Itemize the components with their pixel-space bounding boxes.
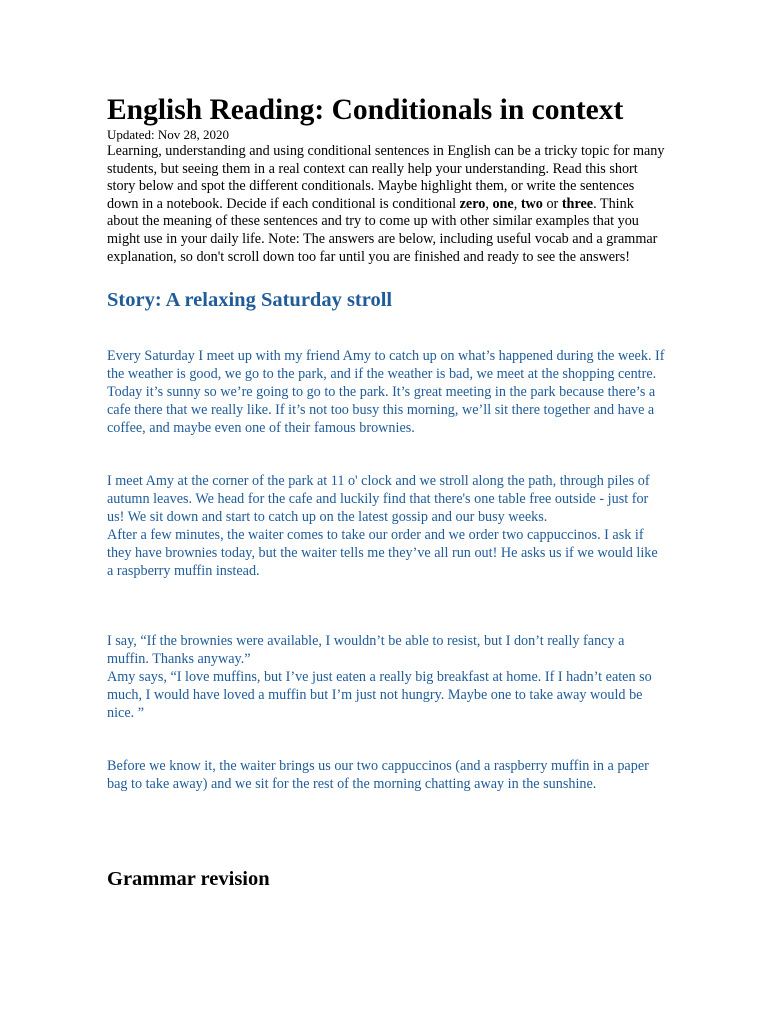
story-paragraph-2 [107,473,667,580]
grammar-title: Grammar revision [107,868,270,890]
conditional-one: one [492,195,514,212]
story-title: Story: A relaxing Saturday stroll [107,289,393,311]
updated-date: Updated: Nov 28, 2020 [107,127,230,142]
story-paragraph-4: Before we know it, the waiter brings us our two cappuccinos (and a raspberry muffin in a paper bag to take away) and we sit for the rest of the morning chatting away in the sunshine. [107,758,649,792]
separator: , [513,195,521,212]
separator: or [542,195,562,212]
story-text: Amy says, “I love muffins, but I’ve just eaten a really big breakfast at home. If I hadn’t eaten so much, I would have loved a muffin but I’m just not hungry. Maybe one to take away would be nice. ” [107,668,652,721]
story-text: After a few minutes, the waiter comes to take our order and we order two cappuccinos. I ask if they have brownies today, but the waiter tells me they’ve all run out! He asks us if we would like a raspberry muffin instead. [107,526,658,579]
intro-paragraph [107,143,667,266]
story-paragraph-3 [107,633,667,723]
conditional-three: three [561,195,594,212]
intro-text: . Think about the meaning of these sentences and try to come up with other similar examples that you might use in your daily life. Note: The answers are below, including useful vocab and a grammar explanation, so don't scroll down too far until you are finished and ready to see the answers! [107,195,658,265]
intro-text: Learning, understanding and using conditional sentences in English can be a tricky topic for many students, but seeing them in a real context can really help your understanding. Read this short story below and spot the different conditionals. Maybe highlight them, or write the sentences down in a notebook. Decide if each conditional is conditional [107,143,665,212]
separator: , [485,195,493,212]
conditional-zero: zero [459,195,486,212]
story-text: I say, “If the brownies were available, I wouldn’t be able to resist, but I don’t really fancy a muffin. Thanks anyway.” [107,633,625,667]
conditional-two: two [520,195,543,212]
page-title: English Reading: Conditionals in context [107,94,624,126]
story-paragraph-1: Every Saturday I meet up with my friend Amy to catch up on what’s happened during the week. If the weather is good, we go to the park, and if the weather is bad, we meet at the shopping centre. Today it’s sunny so we’re going to go to the park. It’s great meeting in the park because there’s a cafe there that we really like. If it’s not too busy this morning, we’ll sit there together and have a coffee, and maybe even one of their famous brownies. [107,348,665,436]
story-text: I meet Amy at the corner of the park at 11 o' clock and we stroll along the path, through piles of autumn leaves. We head for the cafe and luckily find that there's one table free outside - just for us! We sit down and start to catch up on the latest gossip and our busy weeks. [107,473,650,525]
